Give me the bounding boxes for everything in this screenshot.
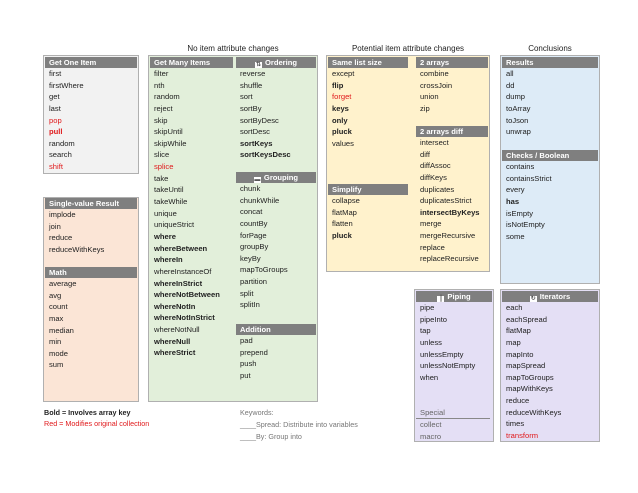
- ordering-title: Ordering: [264, 58, 298, 67]
- method-item: sum: [49, 360, 64, 370]
- iterators-header: [502, 291, 598, 302]
- method-item: all: [506, 69, 514, 78]
- method-item: take: [154, 173, 169, 183]
- method-item: macro: [420, 431, 442, 441]
- piping-list: [416, 302, 492, 383]
- two-arrays-list: [416, 68, 488, 115]
- method-item: dump: [506, 92, 525, 102]
- method-item: merge: [420, 219, 442, 229]
- method-item: duplicates: [420, 184, 455, 194]
- method-item: takeWhile: [154, 197, 188, 207]
- method-item: mapToGroups: [506, 372, 554, 382]
- method-item: prepend: [240, 347, 268, 357]
- get-many-list: [150, 68, 233, 359]
- method-item: count: [49, 302, 68, 312]
- results-list: [502, 68, 598, 138]
- method-item: filter: [154, 69, 169, 78]
- method-item: chunk: [240, 184, 261, 193]
- method-item: every: [506, 185, 525, 195]
- method-item: join: [49, 221, 61, 231]
- method-item: get: [49, 92, 60, 102]
- special-list: [416, 419, 492, 442]
- piping-header: [416, 291, 492, 302]
- method-item: replace: [420, 242, 445, 252]
- ordering-list: [236, 68, 316, 161]
- method-item: flatMap: [332, 207, 357, 217]
- two-arrays-header: 2 arrays: [416, 57, 488, 68]
- method-item: pluck: [332, 230, 352, 240]
- method-item: values: [332, 138, 354, 148]
- method-item: unique: [154, 208, 177, 218]
- method-item: union: [420, 92, 439, 102]
- method-item: mapToGroups: [240, 265, 288, 275]
- method-item: isNotEmpty: [506, 220, 545, 230]
- method-item: unless: [420, 337, 442, 347]
- method-item: diffKeys: [420, 172, 447, 182]
- method-item: collapse: [332, 196, 360, 205]
- method-item: when: [420, 372, 439, 382]
- method-item: unlessNotEmpty: [420, 361, 476, 371]
- method-item: implode: [49, 210, 76, 219]
- method-item: has: [506, 196, 520, 206]
- method-item: keys: [332, 103, 349, 113]
- method-item: sortBy: [240, 103, 262, 113]
- method-item: pop: [49, 115, 62, 125]
- method-item: sortByDesc: [240, 115, 279, 125]
- ordering-header: [236, 57, 316, 68]
- method-item: forPage: [240, 230, 267, 240]
- method-item: toJson: [506, 115, 529, 125]
- method-item: isEmpty: [506, 208, 534, 218]
- method-item: where: [154, 231, 176, 241]
- method-item: sort: [240, 92, 253, 102]
- math-list: [45, 278, 137, 371]
- loop-icon: ↻: [530, 296, 536, 302]
- method-item: whereNotInStrict: [154, 313, 215, 323]
- method-item: median: [49, 325, 74, 335]
- method-item: whereNotBetween: [154, 290, 220, 300]
- method-item: contains: [506, 162, 535, 171]
- method-item: splice: [154, 162, 174, 172]
- grouping-title: Grouping: [263, 173, 299, 182]
- folder-icon: ▬: [254, 177, 261, 183]
- method-item: random: [154, 92, 180, 102]
- method-item: search: [49, 150, 72, 160]
- method-item: tap: [420, 326, 431, 336]
- method-item: whereInStrict: [154, 278, 203, 288]
- method-item: transform: [506, 431, 539, 441]
- method-item: countBy: [240, 218, 268, 228]
- method-item: random: [49, 138, 75, 148]
- method-item: sortDesc: [240, 127, 270, 137]
- single-value-list: [45, 209, 137, 256]
- get-many-header: Get Many Items: [150, 57, 233, 68]
- method-item: reduceWithKeys: [506, 407, 562, 417]
- method-item: concat: [240, 207, 263, 217]
- method-item: splitIn: [240, 300, 260, 310]
- method-item: some: [506, 231, 525, 241]
- method-item: containsStrict: [506, 173, 552, 183]
- method-item: pluck: [332, 127, 352, 137]
- method-item: mapSpread: [506, 361, 546, 371]
- method-item: pipeInto: [420, 314, 448, 324]
- piping-title: Piping: [447, 292, 471, 301]
- method-item: min: [49, 337, 62, 347]
- method-item: last: [49, 103, 61, 113]
- method-item: whereBetween: [154, 243, 208, 253]
- math-header: Math: [45, 267, 137, 278]
- grouping-list: [236, 183, 316, 311]
- method-item: intersect: [420, 138, 449, 147]
- legend-red: Red = Modifies original collection: [44, 419, 150, 428]
- method-item: unlessEmpty: [420, 349, 464, 359]
- method-item: reduce: [49, 233, 73, 243]
- method-item: whereNotIn: [154, 301, 196, 311]
- keywords-spread: ____Spread: Distribute into variables: [240, 420, 358, 429]
- method-item: takeUntil: [154, 185, 184, 195]
- method-item: duplicatesStrict: [420, 196, 472, 206]
- checks-list: [502, 161, 598, 242]
- method-item: partition: [240, 277, 268, 287]
- pipe-icon: ║: [438, 296, 444, 302]
- method-item: keyBy: [240, 253, 261, 263]
- get-one-header: Get One Item: [45, 57, 137, 68]
- method-item: flatMap: [506, 326, 531, 336]
- method-item: only: [332, 115, 348, 125]
- method-item: put: [240, 370, 251, 380]
- method-item: mapWithKeys: [506, 384, 553, 394]
- get-one-list: [45, 68, 137, 173]
- method-item: groupBy: [240, 242, 269, 252]
- simplify-header: Simplify: [328, 184, 408, 195]
- method-item: eachSpread: [506, 314, 547, 324]
- iterators-list: [502, 302, 598, 442]
- method-item: toArray: [506, 103, 531, 113]
- method-item: whereIn: [154, 255, 183, 265]
- method-item: each: [506, 303, 523, 312]
- method-item: sortKeysDesc: [240, 150, 291, 160]
- method-item: push: [240, 359, 257, 369]
- band-no-changes: No item attribute changes: [187, 44, 279, 53]
- method-item: map: [506, 337, 521, 347]
- method-item: diff: [420, 149, 430, 159]
- addition-list: [236, 335, 316, 382]
- method-item: dd: [506, 80, 515, 90]
- grouping-header: [236, 172, 316, 183]
- method-item: whereStrict: [154, 348, 196, 358]
- method-item: reduce: [506, 396, 530, 406]
- same-size-header: Same list size: [328, 57, 408, 68]
- two-arrays-diff-header: 2 arrays diff: [416, 126, 488, 137]
- method-item: pad: [240, 336, 253, 345]
- keywords-title: Keywords:: [240, 408, 274, 417]
- single-value-header: Single-value Result: [45, 198, 137, 209]
- simplify-list: [328, 195, 408, 242]
- method-item: nth: [154, 80, 165, 90]
- special-header: Special: [416, 407, 490, 419]
- method-item: first: [49, 69, 62, 78]
- method-item: reject: [154, 103, 173, 113]
- sort-icon: ⇅: [255, 62, 261, 68]
- method-item: skipWhile: [154, 138, 187, 148]
- method-item: max: [49, 313, 64, 323]
- method-item: collect: [420, 420, 442, 429]
- method-item: zip: [420, 103, 430, 113]
- method-item: mergeRecursive: [420, 231, 476, 241]
- method-item: average: [49, 279, 77, 288]
- results-header: Results: [502, 57, 598, 68]
- method-item: except: [332, 69, 355, 78]
- method-item: pull: [49, 127, 63, 137]
- method-item: unwrap: [506, 127, 531, 137]
- method-item: sortKeys: [240, 138, 273, 148]
- method-item: reduceWithKeys: [49, 244, 105, 254]
- method-item: whereInstanceOf: [154, 266, 212, 276]
- band-potential-changes: Potential item attribute changes: [351, 44, 465, 53]
- method-item: reverse: [240, 69, 266, 78]
- method-item: intersectByKeys: [420, 207, 480, 217]
- method-item: whereNotNull: [154, 325, 200, 335]
- method-item: combine: [420, 69, 449, 78]
- method-item: replaceRecursive: [420, 254, 479, 264]
- method-item: avg: [49, 290, 62, 300]
- method-item: slice: [154, 150, 170, 160]
- method-item: diffAssoc: [420, 161, 451, 171]
- method-item: skip: [154, 115, 168, 125]
- method-item: times: [506, 419, 525, 429]
- addition-header: Addition: [236, 324, 316, 335]
- method-item: pipe: [420, 303, 435, 312]
- method-item: split: [240, 288, 254, 298]
- method-item: chunkWhile: [240, 195, 280, 205]
- method-item: flip: [332, 80, 344, 90]
- method-item: skipUntil: [154, 127, 183, 137]
- method-item: shuffle: [240, 80, 263, 90]
- method-item: mapInto: [506, 349, 534, 359]
- method-item: forget: [332, 92, 352, 102]
- method-item: whereNull: [154, 336, 191, 346]
- method-item: shift: [49, 162, 63, 172]
- checks-header: Checks / Boolean: [502, 150, 598, 161]
- two-arrays-diff-list: [416, 137, 488, 265]
- method-item: flatten: [332, 219, 353, 229]
- same-size-list: [328, 68, 408, 149]
- iterators-title: Iterators: [539, 292, 571, 301]
- method-item: crossJoin: [420, 80, 453, 90]
- method-item: uniqueStrict: [154, 220, 195, 230]
- method-item: mode: [49, 348, 68, 358]
- band-conclusions: Conclusions: [528, 44, 572, 53]
- method-item: firstWhere: [49, 80, 84, 90]
- legend-bold: Bold = Involves array key: [44, 408, 131, 417]
- keywords-by: ____By: Group into: [240, 432, 302, 441]
